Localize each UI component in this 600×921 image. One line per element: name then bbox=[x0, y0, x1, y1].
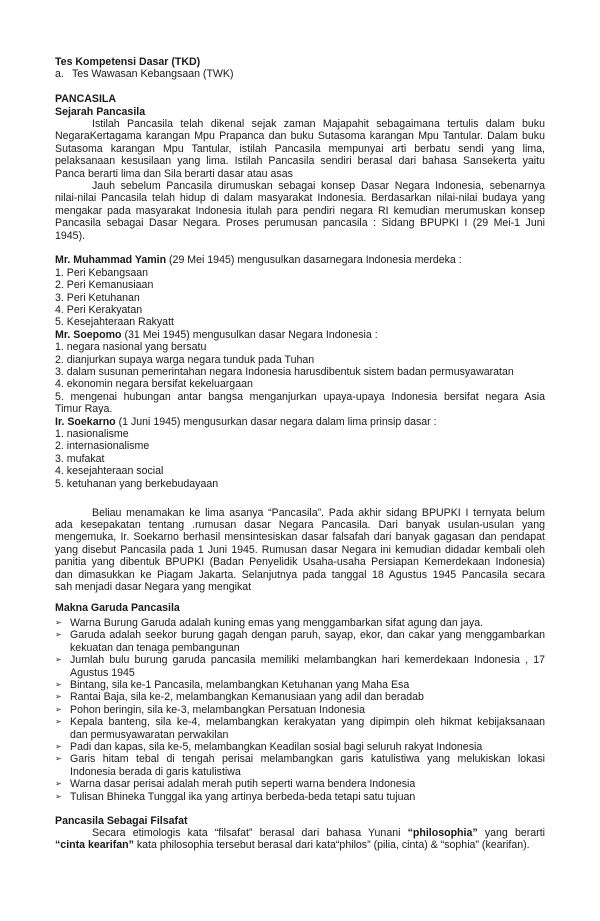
list-item bbox=[55, 354, 545, 366]
list-item bbox=[55, 292, 545, 304]
list-item bbox=[55, 465, 545, 477]
document-page bbox=[55, 56, 545, 852]
heading-sejarah-pancasila: Sejarah Pancasila bbox=[55, 105, 146, 118]
text-run: Panca berarti lima dan Sila berarti dasar atau asas bbox=[55, 167, 293, 180]
arrow-bullet-icon: ➢ bbox=[55, 742, 62, 751]
list-item-line: Bintang, sila ke-1 Pancasila, melambangkan Ketuhanan yang Maha Esa bbox=[70, 678, 410, 691]
text-run: kata philosophia tersebut berasal dari kata“philos” (pilia, cinta) & “sophia” (kearifan). bbox=[133, 839, 530, 852]
paragraph-line bbox=[55, 168, 545, 180]
list-item-line: 1. nasionalisme bbox=[55, 428, 129, 441]
list-item bbox=[55, 778, 545, 790]
text-run: (1 Juni 1945) mengusurkan dasar negara dalam lima prinsip dasar : bbox=[115, 415, 437, 428]
list-item-line: Garuda adalah seekor burung gagah dengan paruh, sayap, ekor, dan cakar yang menggambarkan bbox=[70, 629, 545, 642]
soekarno-proposal bbox=[55, 416, 545, 428]
list-item bbox=[55, 753, 545, 778]
list-item bbox=[55, 691, 545, 703]
list-item bbox=[55, 478, 545, 490]
numbered-list bbox=[55, 341, 545, 415]
list-item-line: 4. Peri Kerakyatan bbox=[55, 303, 143, 316]
list-item bbox=[55, 654, 545, 679]
text-run: panitia yang dibentuk BPUPKI (Badan Penyelidik Usaha-usaha Persiapan Kemerdekaan Indonesia) bbox=[55, 556, 545, 569]
paragraph-line bbox=[55, 531, 545, 543]
arrow-bullet-icon: ➢ bbox=[55, 630, 62, 640]
paragraph-line bbox=[55, 581, 545, 593]
text-run: mengemuka, Ir. Soekarno berhasil mensintesiskan dasar falsafah dari banyak gagasan dan pendapat bbox=[55, 531, 545, 544]
list-item-line: 2. dianjurkan supaya warga negara tunduk pada Tuhan bbox=[55, 353, 315, 366]
list-item-line: 2. internasionalisme bbox=[55, 440, 150, 453]
list-item-line: 5. mengenai hubungan antar bangsa menganjurkan upaya-upaya Indonesia bersifat negara Asia bbox=[55, 390, 545, 403]
subtitle-twk bbox=[55, 68, 545, 80]
list-item bbox=[55, 378, 545, 390]
list-item-line: 3. dalam susunan pemerintahan negara Indonesia harusdibentuk sistem badan permusyawaratan bbox=[55, 366, 514, 378]
list-item-line: kekuatan dan tenaga pembangunan bbox=[70, 641, 240, 654]
text-run: yang disebut Pancasila pada 1 Juni 1945. Rumusan dasar Negara ini kemudian didadar kembali oleh bbox=[55, 543, 545, 556]
text-run: Sutasoma karangan Mpu Tantular, istilah Pancasila mempunyai arti berbatu sendi yang lima, bbox=[55, 142, 545, 155]
text-run: ada kesepakatan tentang .rumusan dasar Negara Pancasila. Dari banyak usulan-usulan yang bbox=[55, 519, 545, 532]
list-item-line: 3. mufakat bbox=[55, 452, 105, 465]
paragraph-line bbox=[55, 155, 545, 167]
text-run: Pancasila sebagai Dasar Negara. Proses perumusan pancasila : Sidang BPUPKI I (29 Mei-1 Juni bbox=[55, 217, 545, 230]
list-item-line: Tulisan Bhineka Tunggal ika yang artinya berbeda-beda tetapi satu tujuan bbox=[70, 790, 416, 803]
list-item bbox=[55, 341, 545, 353]
document-title: Tes Kompetensi Dasar (TKD) bbox=[55, 56, 201, 68]
list-item bbox=[55, 704, 545, 716]
text-run: Istilah Pancasila telah dikenal sejak zaman Majapahit sebagaimana tertulis dalam buku bbox=[92, 118, 545, 131]
arrow-bullet-icon: ➢ bbox=[55, 617, 62, 627]
paragraph-line bbox=[55, 839, 545, 851]
list-item bbox=[55, 267, 545, 279]
numbered-list bbox=[55, 267, 545, 329]
text-run: nilai-nilai Pancasila telah hidup di dalam masyarakat Indonesia. Berdasarkan nilai-nilai budaya yang bbox=[55, 192, 545, 205]
bold-text-run: Mr. Soepomo bbox=[55, 328, 122, 341]
paragraph bbox=[55, 118, 545, 180]
list-item bbox=[55, 428, 545, 440]
list-item-line: Warna Burung Garuda adalah kuning emas yang menggambarkan sifat agung dan jaya. bbox=[70, 616, 484, 629]
paragraph-line bbox=[55, 205, 545, 217]
arrow-bullet-icon: ➢ bbox=[55, 754, 62, 764]
paragraph-line bbox=[55, 180, 545, 192]
list-item-line: Jumlah bulu burung garuda pancasila memiliki melambangkan hari kemerdekaan Indonesia , 17 bbox=[70, 654, 545, 667]
list-item bbox=[55, 716, 545, 741]
list-item-line: dan permusyawaratan perwakilan bbox=[70, 728, 229, 741]
text-run: (31 Mei 1945) mengusulkan dasar Negara Indonesia : bbox=[121, 328, 378, 341]
list-item bbox=[55, 391, 545, 416]
list-item-line: 1. negara nasional yang bersatu bbox=[55, 341, 207, 354]
list-item-line: Timur Raya. bbox=[55, 403, 113, 416]
list-item bbox=[55, 279, 545, 291]
arrow-bullet-icon: ➢ bbox=[55, 717, 62, 727]
list-item bbox=[55, 366, 545, 378]
paragraph-line bbox=[55, 230, 545, 242]
list-item bbox=[55, 304, 545, 316]
soepomo-proposal bbox=[55, 329, 545, 341]
list-item bbox=[55, 453, 545, 465]
list-item-line: 5. Kesejahteraan Rakyatt bbox=[55, 316, 174, 329]
bullet-list bbox=[55, 617, 545, 803]
list-item bbox=[55, 741, 545, 753]
list-item bbox=[55, 791, 545, 803]
yamin-proposal bbox=[55, 254, 545, 266]
list-item bbox=[55, 679, 545, 691]
paragraph-line bbox=[55, 217, 545, 229]
list-marker: a. bbox=[55, 68, 64, 81]
paragraph-line bbox=[55, 544, 545, 556]
text-run: (29 Mei 1945) mengusulkan dasarnegara Indonesia merdeka : bbox=[166, 254, 462, 267]
paragraph-line bbox=[55, 507, 545, 519]
text-run: mengakar pada masyarakat Indonesia itulah para pendiri negara RI kemudian merumuskan konsep bbox=[55, 204, 545, 217]
heading-makna-garuda: Makna Garuda Pancasila bbox=[55, 601, 180, 614]
list-item-line: Agustus 1945 bbox=[70, 666, 135, 679]
paragraph-line bbox=[55, 130, 545, 142]
list-item-line: 4. ekonomin negara bersifat kekeluargaan bbox=[55, 378, 253, 391]
list-item-line: Pohon beringin, sila ke-3, melambangkan Persatuan Indonesia bbox=[70, 703, 366, 716]
paragraph-line bbox=[55, 556, 545, 568]
paragraph bbox=[55, 180, 545, 242]
numbered-list bbox=[55, 428, 545, 490]
list-item-line: Garis hitam tebal di tengah perisai melambangkan garis katulistiwa yang melukiskan lokasi bbox=[70, 753, 545, 766]
list-item-line: Warna dasar perisai adalah merah putih seperti warna bendera Indonesia bbox=[70, 778, 416, 791]
text-run: NegaraKertagama karangan Mpu Prapanca dan buku Sutasoma karangan Mpu Tantular. Dalam buku bbox=[55, 130, 545, 143]
list-text: Tes Wawasan Kebangsaan (TWK) bbox=[72, 68, 234, 81]
list-item bbox=[55, 316, 545, 328]
arrow-bullet-icon: ➢ bbox=[55, 655, 62, 665]
text-run: sah menjadi dasar Negara yang mengikat bbox=[55, 580, 252, 593]
paragraph-line bbox=[55, 827, 545, 839]
text-run: dan dimasukkan ke Piagam Jakarta. Selanjutnya pada tanggal 18 Agustus 1945 Pancasila secara bbox=[55, 568, 545, 581]
paragraph bbox=[55, 827, 545, 852]
list-item bbox=[55, 440, 545, 452]
list-item-line: Kepala banteng, sila ke-4, melambangkan kerakyatan yang dipimpin oleh hikmat kebijaksanaan bbox=[70, 716, 545, 729]
bold-text-run: “philosophia” bbox=[407, 827, 478, 840]
list-item-line: Indonesia berada di garis katulistiwa bbox=[70, 765, 241, 778]
paragraph bbox=[55, 507, 545, 594]
list-item bbox=[55, 617, 545, 629]
arrow-bullet-icon: ➢ bbox=[55, 704, 62, 714]
list-item-line: Padi dan kapas, sila ke-5, melambangkan Keadilan sosial bagi seluruh rakyat Indonesia bbox=[70, 741, 483, 753]
text-run: pelaksanaan kesusilaan yang lima. Istilah Pancasila sendiri berasal dari bahasa Sansekerta yaitu bbox=[55, 155, 545, 168]
bold-text-run: “cinta kearifan” bbox=[55, 839, 134, 852]
paragraph-line bbox=[55, 519, 545, 531]
list-item-line: 3. Peri Ketuhanan bbox=[55, 291, 140, 304]
list-item-line: 5. ketuhanan yang berkebudayaan bbox=[55, 477, 219, 490]
heading-pancasila-filsafat: Pancasila Sebagai Filsafat bbox=[55, 814, 188, 827]
paragraph-line bbox=[55, 569, 545, 581]
paragraph-line bbox=[55, 192, 545, 204]
text-run: Secara etimologis kata “filsafat” berasal dari bahasa Yunani bbox=[92, 827, 408, 840]
text-run: Beliau menamakan ke lima asanya “Pancasila”. Pada akhir sidang BPUPKI I ternyata belum bbox=[92, 506, 545, 519]
arrow-bullet-icon: ➢ bbox=[55, 679, 62, 689]
bold-text-run: Ir. Soekarno bbox=[55, 415, 116, 428]
list-item-line: 1. Peri Kebangsaan bbox=[55, 266, 149, 279]
list-item-line: 4. kesejahteraan social bbox=[55, 465, 164, 478]
bold-text-run: Mr. Muhammad Yamin bbox=[55, 254, 167, 267]
paragraph-line bbox=[55, 118, 545, 130]
arrow-bullet-icon: ➢ bbox=[55, 791, 62, 801]
text-run: 1945). bbox=[55, 229, 86, 242]
list-item bbox=[55, 629, 545, 654]
arrow-bullet-icon: ➢ bbox=[55, 779, 62, 789]
text-run: yang berarti bbox=[477, 827, 545, 840]
paragraph-line bbox=[55, 143, 545, 155]
arrow-bullet-icon: ➢ bbox=[55, 692, 62, 702]
text-run: Jauh sebelum Pancasila dirumuskan sebagai konsep Dasar Negara Indonesia, sebenarnya bbox=[92, 179, 545, 192]
section-title-pancasila: PANCASILA bbox=[55, 93, 117, 106]
list-item-line: 2. Peri Kemanusiaan bbox=[55, 279, 154, 292]
list-item-line: Rantai Baja, sila ke-2, melambangkan Kemanusiaan yang adil dan beradab bbox=[70, 691, 424, 704]
